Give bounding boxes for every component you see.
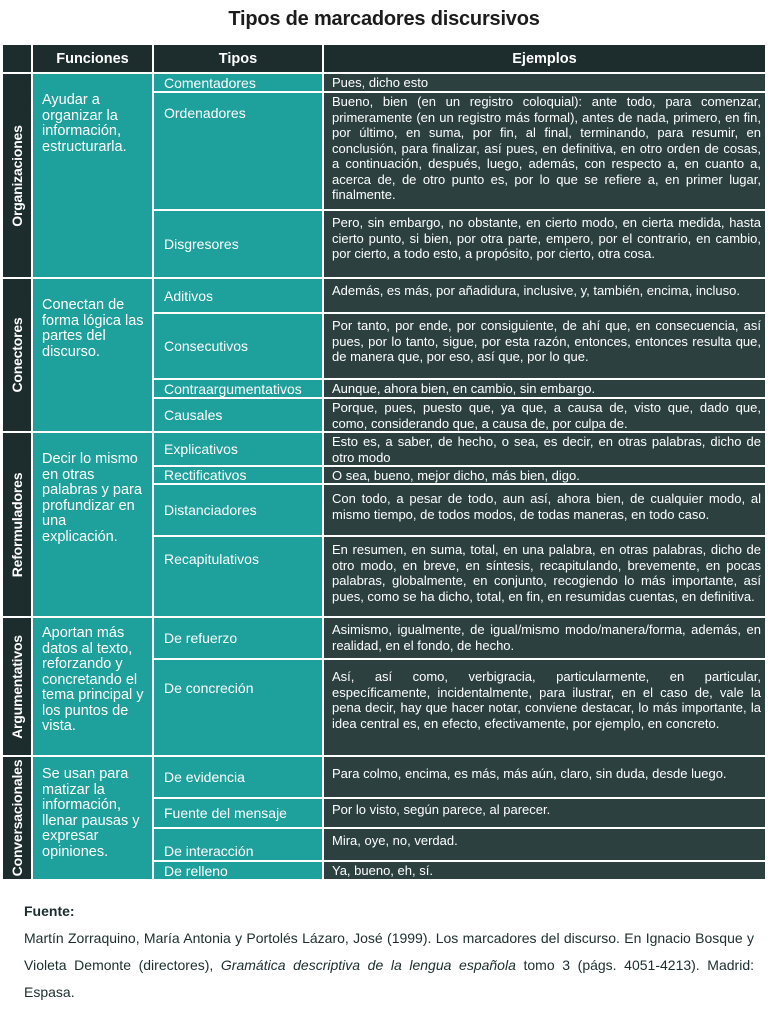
tipo-explicativos: Explicativos <box>153 432 323 466</box>
source-citation <box>24 898 754 1006</box>
ejemplos-de-relleno: Ya, bueno, eh, sí. <box>323 861 766 880</box>
source-book-title: Gramática descriptiva de la lengua española <box>220 957 516 973</box>
category-reformuladores: Reformuladores <box>2 432 32 617</box>
header-funciones: Funciones <box>32 44 153 73</box>
ejemplos-ordenadores: Bueno, bien (en un registro coloquial): ante todo, para comenzar, primeramente (en un registro más formal), antes de nada, primero, en fin, por último, en suma, por fin, al final, terminando, para resumir, en conclusión, para finalizar, así pues, en definitiva, en otro orden de cosas, a continuación, después, luego, además, con respecto a, en cuanto a, acerca de, de otro punto es, por lo que se refiere a, en primer lugar, finalmente. <box>323 92 766 210</box>
ejemplos-de-refuerzo: Asimismo, igualmente, de igual/mismo modo/manera/forma, además, en realidad, en el fondo, de hecho. <box>323 617 766 659</box>
function-organizaciones: Ayudar a organizar la información, estructurarla. <box>32 73 153 278</box>
function-reformuladores: Decir lo mismo en otras palabras y para profundizar en una explicación. <box>32 432 153 617</box>
category-conectores: Conectores <box>2 278 32 432</box>
tipo-de-concrecion: De concreción <box>153 659 323 756</box>
function-conversacionales: Se usan para matizar la información, llenar pausas y expresar opiniones. <box>32 756 153 880</box>
ejemplos-causales: Porque, pues, puesto que, ya que, a causa de, visto que, dado que, como, considerando que, a causa de, por culpa de. <box>323 398 766 432</box>
tipo-contraargumentativos: Contraargumentativos <box>153 379 323 398</box>
category-conversacionales: Conversacionales <box>2 756 32 880</box>
tipo-de-refuerzo: De refuerzo <box>153 617 323 659</box>
ejemplos-distanciadores: Con todo, a pesar de todo, aun así, ahora bien, de cualquier modo, al mismo tiempo, de todos modos, de todas maneras, en todo caso. <box>323 484 766 536</box>
ejemplos-aditivos: Además, es más, por añadidura, inclusive, y, también, encima, incluso. <box>323 278 766 313</box>
source-text-after: tomo 3 (págs. 4051-4213). Madrid: Espasa. <box>24 957 754 1000</box>
markers-table <box>2 44 766 880</box>
header-corner <box>2 44 32 73</box>
tipo-causales: Causales <box>153 398 323 432</box>
ejemplos-de-evidencia: Para colmo, encima, es más, más aún, claro, sin duda, desde luego. <box>323 756 766 798</box>
function-conectores: Conectan de forma lógica las partes del discurso. <box>32 278 153 432</box>
tipo-disgresores: Disgresores <box>153 210 323 278</box>
ejemplos-de-concrecion: Así, así como, verbigracia, particularmente, en particular, específicamente, incidentalmente, para ilustrar, en el caso de, vale la pena decir, hay que hacer notar, conviene destacar, lo más importante, la idea central es, en efecto, efectivamente, por ejemplo, en concreto. <box>323 659 766 756</box>
ejemplos-explicativos: Esto es, a saber, de hecho, o sea, es decir, en otras palabras, dicho de otro modo <box>323 432 766 466</box>
source-label: Fuente: <box>24 903 75 919</box>
tipo-de-evidencia: De evidencia <box>153 756 323 798</box>
tipo-consecutivos: Consecutivos <box>153 313 323 379</box>
ejemplos-comentadores: Pues, dicho esto <box>323 73 766 92</box>
tipo-comentadores: Comentadores <box>153 73 323 92</box>
page-title: Tipos de marcadores discursivos <box>228 8 540 30</box>
ejemplos-disgresores: Pero, sin embargo, no obstante, en cierto modo, en cierta medida, hasta cierto punto, si bien, por otra parte, empero, por el contrario, en cambio, por cierto, a todo esto, a propósito, por cierto, otra cosa. <box>323 210 766 278</box>
ejemplos-contraargumentativos: Aunque, ahora bien, en cambio, sin embargo. <box>323 379 766 398</box>
header-ejemplos: Ejemplos <box>323 44 766 73</box>
header-tipos: Tipos <box>153 44 323 73</box>
ejemplos-de-interaccion: Mira, oye, no, verdad. <box>323 828 766 861</box>
ejemplos-fuente-del-mensaje: Por lo visto, según parece, al parecer. <box>323 798 766 828</box>
ejemplos-recapitulativos: En resumen, en suma, total, en una palabra, en otras palabras, dicho de otro modo, en breve, en síntesis, recapitulando, brevemente, en pocas palabras, globalmente, en conjunto, recogiendo lo más importante, así pues, como se ha dicho, total, en fin, en resumidas cuentas, en definitiva. <box>323 536 766 617</box>
tipo-recapitulativos: Recapitulativos <box>153 536 323 617</box>
source-text-before: Martín Zorraquino, María Antonia y Portolés Lázaro, José (1999). Los marcadores del discurso. En Ignacio Bosque y Violeta Demonte (directores), <box>24 930 754 973</box>
category-argumentativos: Argumentativos <box>2 617 32 756</box>
source-text <box>24 925 754 1006</box>
tipo-rectificativos: Rectificativos <box>153 466 323 484</box>
tipo-ordenadores: Ordenadores <box>153 92 323 210</box>
category-organizaciones: Organizaciones <box>2 73 32 278</box>
ejemplos-rectificativos: O sea, bueno, mejor dicho, más bien, digo. <box>323 466 766 484</box>
tipo-de-relleno: De relleno <box>153 861 323 880</box>
tipo-de-interaccion: De interacción <box>153 828 323 861</box>
tipo-fuente-del-mensaje: Fuente del mensaje <box>153 798 323 828</box>
tipo-distanciadores: Distanciadores <box>153 484 323 536</box>
ejemplos-consecutivos: Por tanto, por ende, por consiguiente, de ahí que, en consecuencia, así pues, por lo tanto, sigue, por esta razón, entonces, entonces resulta que, de manera que, por eso, así que, por lo que. <box>323 313 766 379</box>
function-argumentativos: Aportan más datos al texto, reforzando y concretando el tema principal y los puntos de vista. <box>32 617 153 756</box>
tipo-aditivos: Aditivos <box>153 278 323 313</box>
